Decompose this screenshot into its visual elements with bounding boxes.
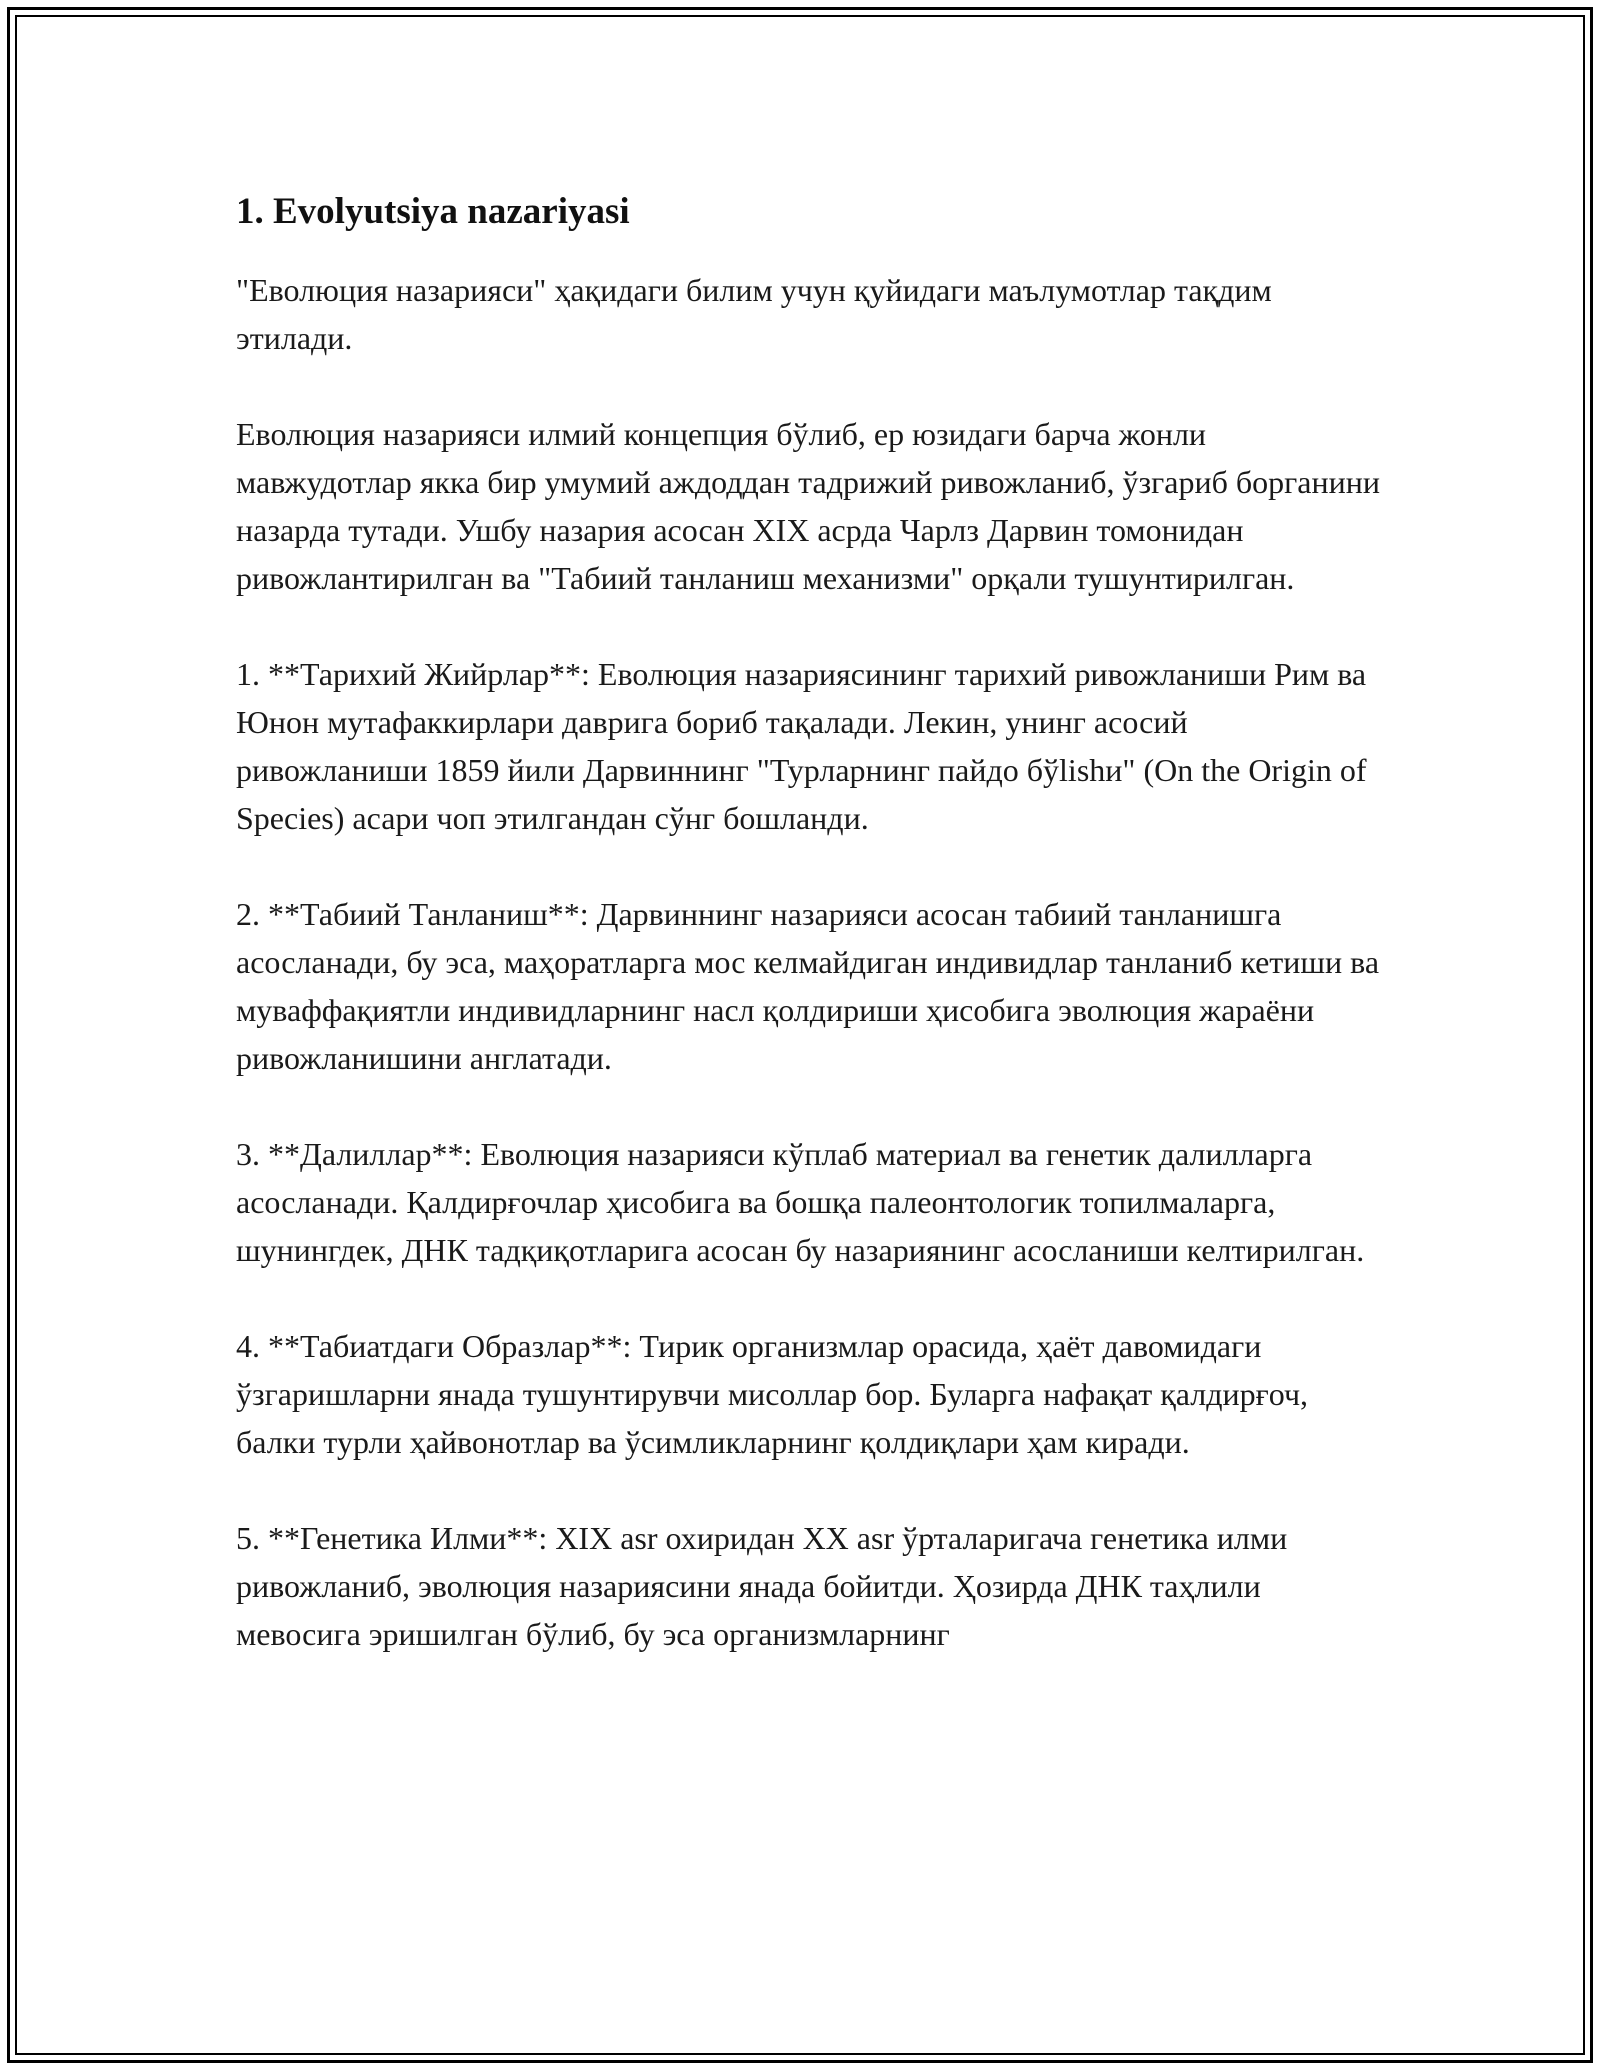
paragraph-definition: Еволюция назарияси илмий концепция бўлиб, ер юзидаги барча жонли мавжудотлар якка бир умумий аждоддан тадрижий ривожланиб, ўзгариб борганини назарда тутади. Ушбу назария асосан XIX асрда Чарлз Дарвин томонидан ривожлантирилган ва "Табиий танланиш механизми" орқали тушунтирилган. [236,416,1380,596]
paragraph-item-2: 2. **Табиий Танланиш**: Дарвиннинг назарияси асосан табиий танланишга асосланади, бу эса, маҳоратларга мос келмайдиган индивидлар танланиб кетиши ва муваффақиятли индивидларнинг насл қолдириши ҳисобига эволюция жараёни ривожланишини англатади. [236,896,1380,1076]
paragraph-item-1: 1. **Тарихий Жийрлар**: Еволюция назариясининг тарихий ривожланиши Рим ва Юнон мутафаккирлари даврига бориб тақалади. Лекин, унинг асосий ривожланиши 1859 йили Дарвиннинг "Турларнинг пайдо бўlishи" (On the Origin of Species) асари чоп этилгандан сўнг бошланди. [236,656,1367,836]
paragraph-item-3: 3. **Далиллар**: Еволюция назарияси кўплаб материал ва генетик далилларга асосланади. Қалдирғочлар ҳисобига ва бошқа палеонтологик топилмаларга, шунингдек, ДНК тадқиқотларига асосан бу назариянинг асосланиши келтирилган. [236,1136,1365,1268]
document-body [236,186,1386,1706]
paragraph-item-5: 5. **Генетика Илми**: XIX asr охиридан XX asr ўрталаригача генетика илми ривожланиб, эволюция назариясини янада бойитди. Ҳозирда ДНК таҳлили мевосига эришилган бўлиб, бу эса организмларнинг [236,1520,1288,1652]
document-title: 1. Evolyutsiya nazariyasi [236,191,630,232]
paragraph-item-4: 4. **Табиатдаги Образлар**: Тирик организмлар орасида, ҳаёт давомидаги ўзгаришларни янада тушунтирувчи мисоллар бор. Буларга нафақат қалдирғоч, балки турли ҳайвонотлар ва ўсимликларнинг қолдиқлари ҳам киради. [236,1328,1309,1460]
paragraph-intro: "Еволюция назарияси" ҳақидаги билим учун қуйидаги маълумотлар тақдим этилади. [236,272,1272,356]
